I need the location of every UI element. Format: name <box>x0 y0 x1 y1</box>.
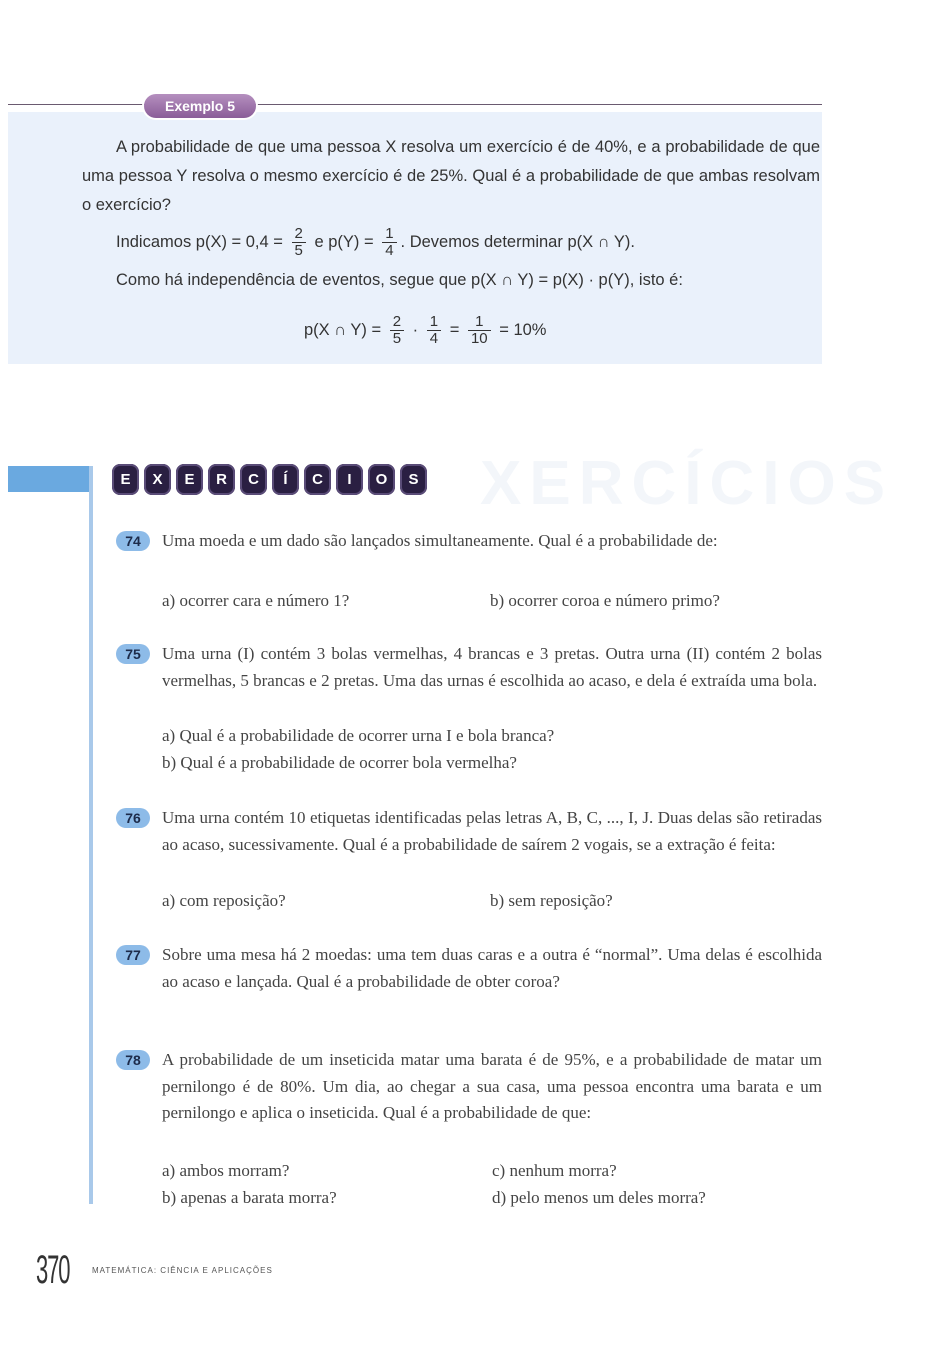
exercise-option: a) Qual é a probabilidade de ocorrer urna I e bola branca? <box>162 726 555 745</box>
title-letter-tile: E <box>176 464 203 495</box>
example-line-3-b: = 10% <box>499 320 547 339</box>
title-letter-tile: S <box>400 464 427 495</box>
exercise-number-badge: 77 <box>116 945 150 965</box>
title-letter-tile: C <box>304 464 331 495</box>
exercise-option: b) apenas a barata morra? <box>162 1188 337 1207</box>
title-letter-tile: O <box>368 464 395 495</box>
side-tab <box>8 466 90 492</box>
exercise-option: c) nenhum morra? <box>492 1161 617 1180</box>
multiply-dot: · <box>412 320 419 339</box>
book-title: MATEMÁTICA: CIÊNCIA E APLICAÇÕES <box>92 1266 273 1275</box>
example-line-1-c: . Devemos determinar p(X ∩ Y). <box>400 232 635 251</box>
exercise-question: Sobre uma mesa há 2 moedas: uma tem duas caras e a outra é “normal”. Uma delas é escolhida ao acaso e lançada. Qual é a probabilidade de obter coroa? <box>162 945 822 991</box>
fraction-2-5-b: $\frac{2}{5}$ <box>390 314 404 347</box>
page-number: 370 <box>36 1248 70 1292</box>
side-margin-line <box>89 466 93 1204</box>
example-paragraph: A probabilidade de que uma pessoa X resolva um exercício é de 40%, e a probabilidade de que uma pessoa Y resolva o mesmo exercício é de 25%. Qual é a probabilidade de que ambas resolvam o exercício? <box>82 138 820 214</box>
fraction-1-4-b: $\frac{1}{4}$ <box>427 314 441 347</box>
title-letter-tile: C <box>240 464 267 495</box>
example-line-3-a: p(X ∩ Y) = <box>304 320 382 339</box>
title-letter-tile: E <box>112 464 139 495</box>
example-line-1-b: e p(Y) = <box>314 232 374 251</box>
fraction-2-5: $\frac{2}{5}$ <box>292 226 306 259</box>
exercise-question: Uma urna (I) contém 3 bolas vermelhas, 4 brancas e 3 pretas. Outra urna (II) contém 2 bolas vermelhas, 5 brancas e 2 pretas. Uma das urnas é escolhida ao acaso, e dela é extraída uma bola. <box>162 644 822 690</box>
exercise-option: a) ambos morram? <box>162 1161 290 1180</box>
title-letter-tile: R <box>208 464 235 495</box>
exercise-number-badge: 75 <box>116 644 150 664</box>
example-line-1-a: Indicamos p(X) = 0,4 = <box>116 232 283 251</box>
ghost-section-title: XERCÍCIOS <box>480 449 894 518</box>
example-rule <box>8 104 822 105</box>
exercise-option: a) com reposição? <box>162 891 286 910</box>
exercise-number-badge: 78 <box>116 1050 150 1070</box>
title-letter-tile: Í <box>272 464 299 495</box>
title-letter-tile: I <box>336 464 363 495</box>
exercise-option: b) ocorrer coroa e número primo? <box>490 591 720 610</box>
exercise-question: Uma urna contém 10 etiquetas identificadas pelas letras A, B, C, ..., I, J. Duas delas são retiradas ao acaso, sucessivamente. Qual é a probabilidade de saírem 2 vogais, se a extração é feita: <box>162 808 822 854</box>
example-line-3 <box>304 314 546 347</box>
exercise-option: a) ocorrer cara e número 1? <box>162 591 350 610</box>
example-badge: Exemplo 5 <box>144 94 256 118</box>
exercise-option: b) sem reposição? <box>490 891 613 910</box>
section-title <box>112 464 427 495</box>
exercise-option: b) Qual é a probabilidade de ocorrer bola vermelha? <box>162 753 517 772</box>
exercise-question: Uma moeda e um dado são lançados simultaneamente. Qual é a probabilidade de: <box>162 531 718 550</box>
exercise-option: d) pelo menos um deles morra? <box>492 1188 706 1207</box>
equals-sign: = <box>449 320 460 339</box>
title-letter-tile: X <box>144 464 171 495</box>
fraction-1-10: $\frac{1}{10}$ <box>468 314 491 347</box>
example-line-2: Como há independência de eventos, segue que p(X ∩ Y) = p(X) · p(Y), isto é: <box>116 271 683 289</box>
exercise-number-badge: 74 <box>116 531 150 551</box>
exercise-number-badge: 76 <box>116 808 150 828</box>
fraction-1-4: $\frac{1}{4}$ <box>382 226 396 259</box>
example-line-1 <box>116 226 635 259</box>
exercise-question: A probabilidade de um inseticida matar uma barata é de 95%, e a probabilidade de matar um pernilongo é de 80%. Um dia, ao chegar a sua casa, uma pessoa encontra uma barata e um pernilongo e aplica o inseticida. Qual é a probabilidade de que: <box>162 1050 822 1122</box>
